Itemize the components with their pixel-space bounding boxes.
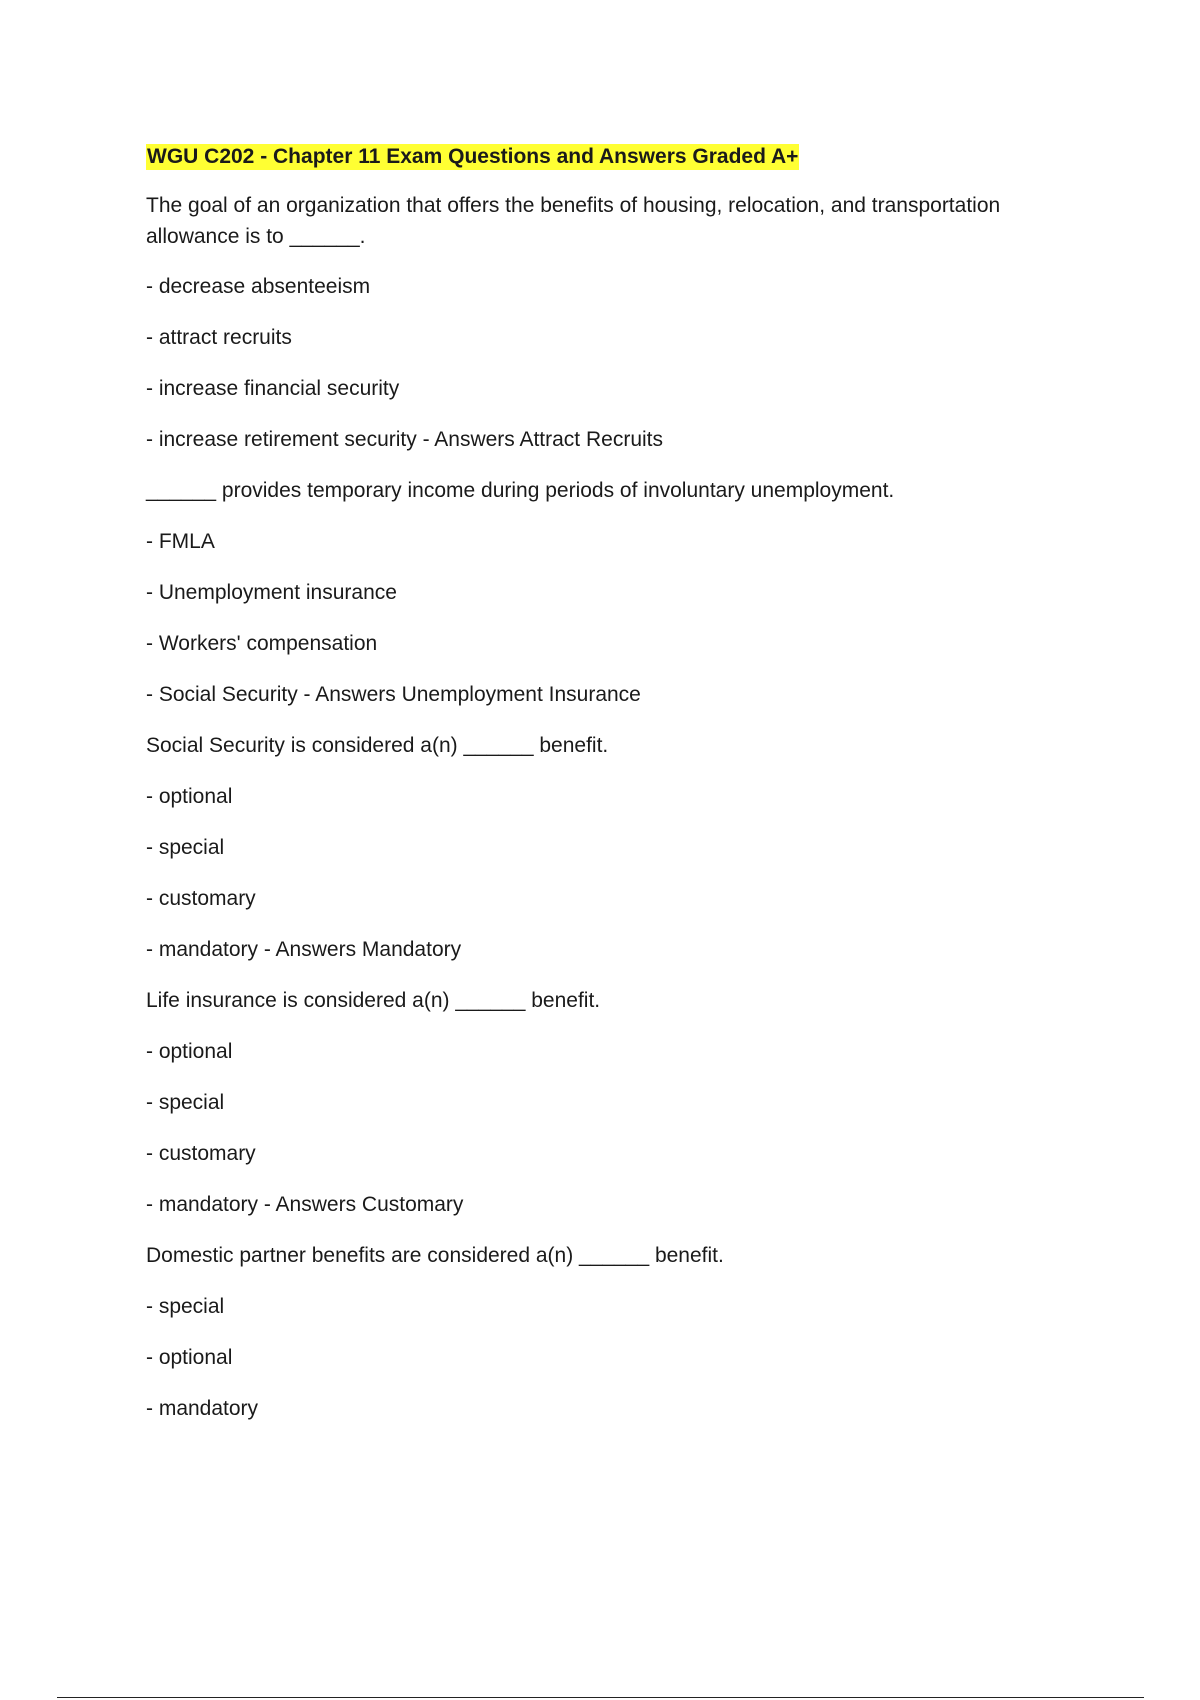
answer-option: - attract recruits [146, 326, 292, 349]
answer-option: - special [146, 1091, 225, 1114]
question-text: ______ provides temporary income during periods of involuntary unemployment. [146, 479, 895, 502]
document-body [146, 144, 1076, 1444]
question-text: The goal of an organization that offers the benefits of housing, relocation, and transportation allowance is to ______. [146, 194, 1001, 248]
answer-option: - increase financial security [146, 377, 400, 400]
document-title: WGU C202 - Chapter 11 Exam Questions and Answers Graded A+ [147, 145, 799, 168]
answer-option: - customary [146, 1142, 256, 1165]
answer-option: - FMLA [146, 530, 215, 553]
answer-option: - mandatory [146, 1397, 259, 1420]
answer-option: - Unemployment insurance [146, 581, 397, 604]
answer-option: - optional [146, 1346, 233, 1369]
answer-option: - decrease absenteeism [146, 275, 371, 298]
answer-option-with-key: - increase retirement security - Answers Attract Recruits [146, 428, 663, 451]
answer-option-with-key: - Social Security - Answers Unemployment Insurance [146, 683, 641, 706]
answer-option-with-key: - mandatory - Answers Customary [146, 1193, 464, 1216]
question-text: Life insurance is considered a(n) ______ benefit. [146, 989, 601, 1012]
question-text: Domestic partner benefits are considered a(n) ______ benefit. [146, 1244, 724, 1267]
footer-rule [57, 1697, 1144, 1698]
answer-option: - special [146, 836, 225, 859]
answer-option: - optional [146, 785, 233, 808]
answer-option: - customary [146, 887, 256, 910]
answer-option: - special [146, 1295, 225, 1318]
answer-option: - Workers' compensation [146, 632, 378, 655]
question-text: Social Security is considered a(n) ______ benefit. [146, 734, 609, 757]
answer-option: - optional [146, 1040, 233, 1063]
answer-option-with-key: - mandatory - Answers Mandatory [146, 938, 462, 961]
